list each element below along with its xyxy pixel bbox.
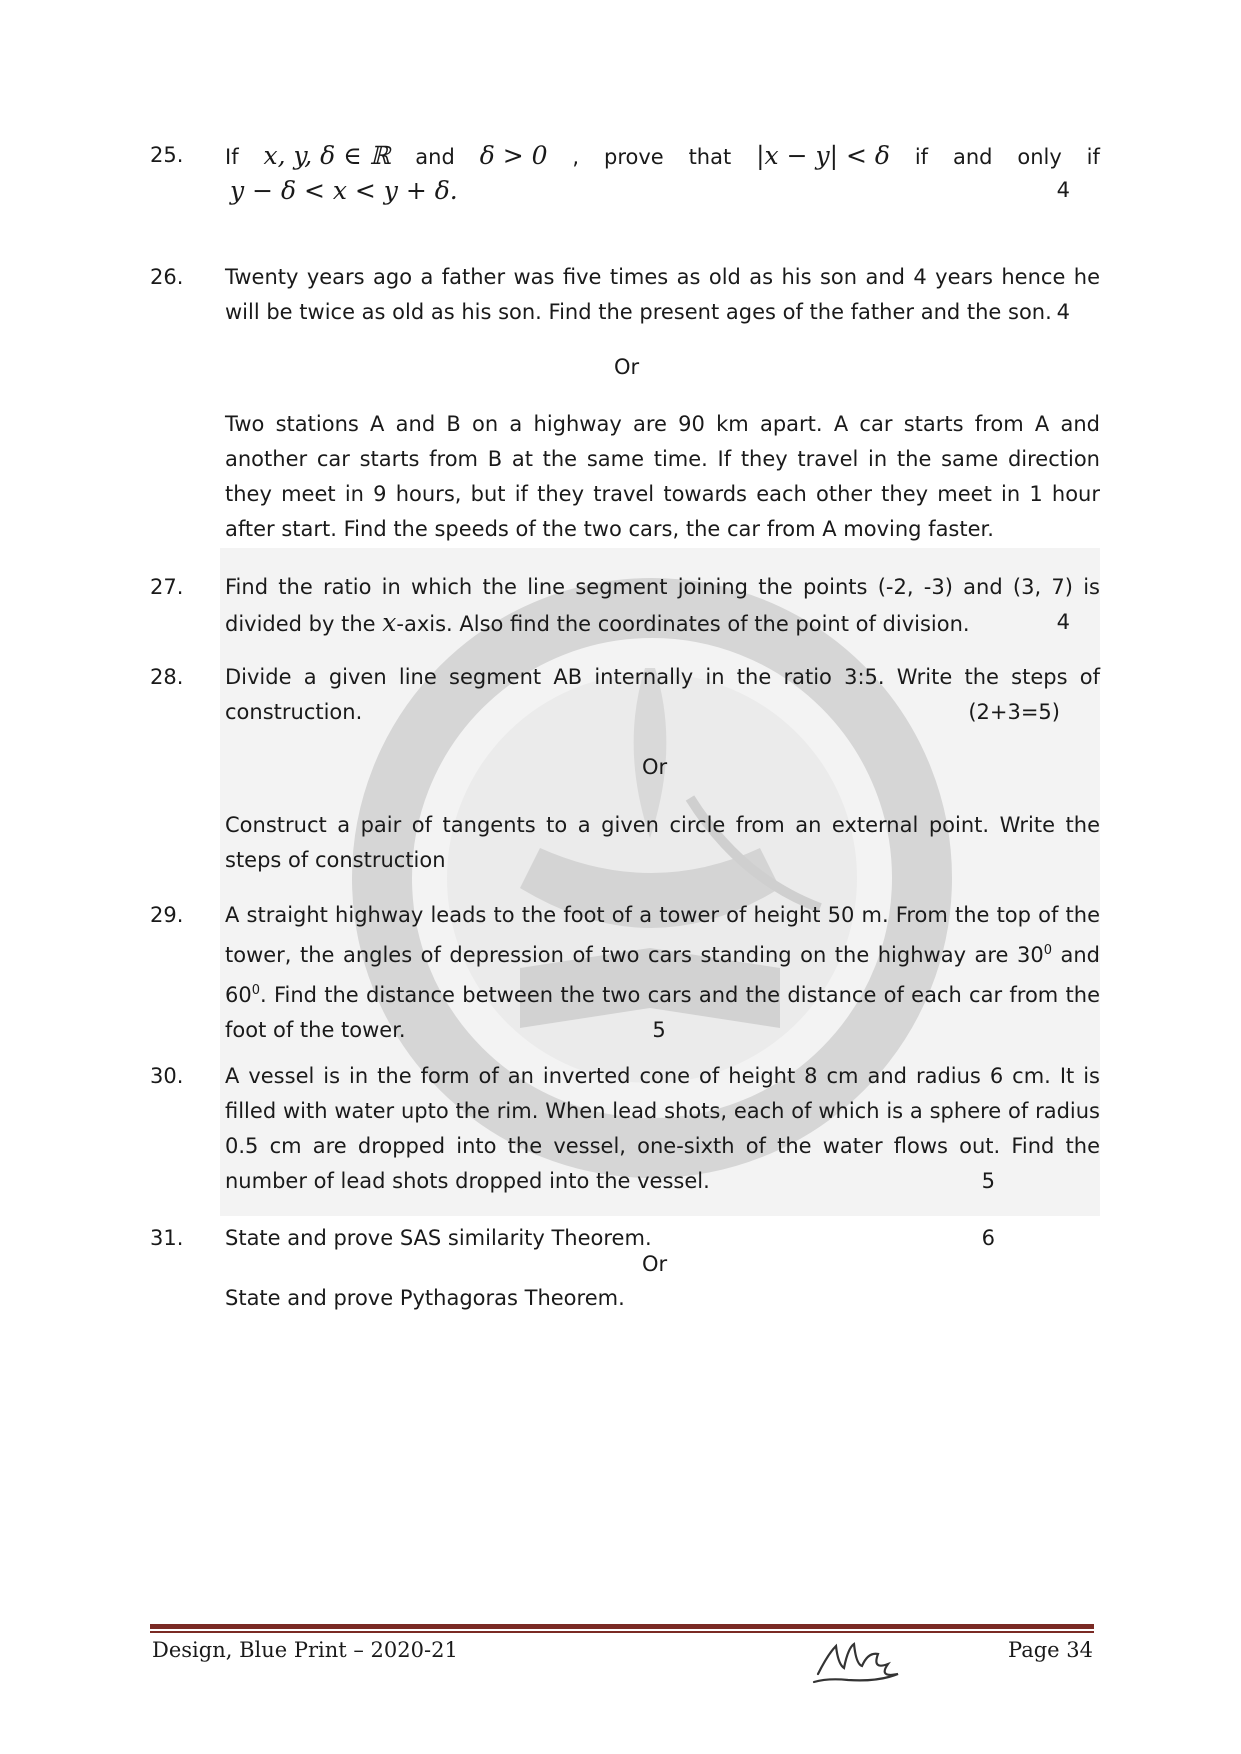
page-number: Page 34 — [1008, 1638, 1093, 1662]
text-fragment: that — [688, 145, 732, 169]
footer-title: Design, Blue Print – 2020-21 — [152, 1638, 458, 1662]
question-text: State and prove Pythagoras Theorem. — [225, 1286, 625, 1310]
question-text: Twenty years ago a father was five times as old as his son and 4 years hence he will be twice as old as his son. Find the present ages of the father and the son. — [225, 265, 1100, 324]
math-expression: δ > 0 — [479, 141, 548, 170]
question-text: -axis. Also find the coordinates of the point of division. — [396, 612, 970, 636]
question-text: A straight highway leads to the foot of a tower of height 50 m. From the top of the tower, the angles of depression of two cars standing on the highway are 30 — [225, 903, 1100, 967]
question-28 — [150, 660, 1100, 730]
or-separator: Or — [642, 1252, 668, 1276]
marks: 4 — [1056, 300, 1070, 324]
question-31 — [150, 1221, 1100, 1256]
text-fragment: prove — [603, 145, 664, 169]
question-27 — [150, 570, 1100, 642]
math-expression: x, y, δ ∈ ℝ — [263, 141, 391, 170]
question-26 — [150, 260, 1100, 330]
question-text: Construct a pair of tangents to a given circle from an external point. Write the steps of construction — [225, 813, 1100, 872]
question-number: 30. — [150, 1064, 184, 1088]
text-fragment: if — [914, 145, 929, 169]
signature-icon — [808, 1634, 918, 1686]
question-29 — [150, 898, 1100, 1048]
or-separator: Or — [642, 755, 668, 779]
question-text: . Find the distance between the two cars and the distance of each car from the foot of the tower. — [225, 983, 1100, 1042]
degree-superscript: 0 — [251, 983, 261, 998]
marks: 4 — [1056, 178, 1070, 202]
math-expression: |x − y| < δ — [756, 141, 890, 170]
question-text: A vessel is in the form of an inverted cone of height 8 cm and radius 6 cm. It is filled with water upto the rim. When lead shots, each of which is a sphere of radius 0.5 cm are dropped into the vessel, one-sixth of the water flows out. Find the number of lead shots dropped into the vessel. — [225, 1064, 1100, 1193]
text-fragment: only — [1017, 145, 1062, 169]
text-fragment: if — [1086, 145, 1100, 169]
marks: 6 — [981, 1226, 995, 1250]
math-expression: x — [382, 608, 397, 637]
marks: 5 — [981, 1169, 995, 1193]
text-fragment: If — [225, 145, 239, 169]
question-number: 29. — [150, 903, 184, 927]
question-number: 26. — [150, 265, 184, 289]
question-text: Find the ratio in which the line segment joining the points (-2, -3) and (3, 7) is divided by the — [225, 575, 1100, 636]
footer-rule — [150, 1631, 1094, 1633]
question-30 — [150, 1059, 1100, 1199]
question-text: Divide a given line segment AB internally in the ratio 3:5. Write the steps of construction. — [225, 665, 1100, 724]
marks: 5 — [652, 1018, 666, 1042]
degree-superscript: 0 — [1043, 943, 1052, 958]
marks: 4 — [1056, 610, 1070, 634]
question-text: and 60 — [225, 943, 1100, 1007]
footer-rule — [150, 1624, 1094, 1629]
text-fragment: , — [572, 145, 580, 169]
question-26-alternative — [150, 407, 1100, 547]
math-expression: y − δ < x < y + δ. — [230, 176, 458, 205]
text-fragment: and — [415, 145, 455, 169]
question-text: Two stations A and B on a highway are 90 km apart. A car starts from A and another car starts from B at the same time. If they travel in the same direction they meet in 9 hours, but if they travel towards each other they meet in 1 hour after start. Find the speeds of the two cars, the car from A moving faster. — [225, 412, 1100, 541]
question-25 — [150, 138, 1100, 211]
question-28-alternative — [150, 808, 1100, 878]
question-number: 28. — [150, 665, 184, 689]
question-number: 31. — [150, 1226, 184, 1250]
question-text: State and prove SAS similarity Theorem. — [225, 1226, 652, 1250]
text-fragment: and — [952, 145, 993, 169]
question-number: 25. — [150, 143, 184, 167]
or-separator: Or — [614, 355, 640, 379]
marks: (2+3=5) — [968, 700, 1060, 724]
question-number: 27. — [150, 575, 184, 599]
question-31-alternative — [150, 1281, 1100, 1316]
